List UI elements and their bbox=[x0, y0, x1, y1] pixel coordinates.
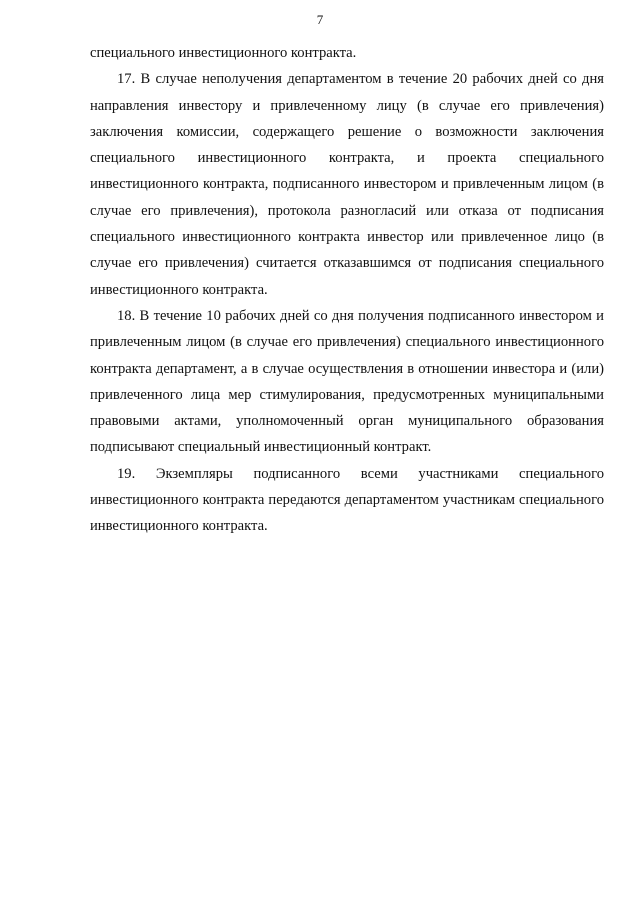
paragraph-19: 19. Экземпляры подписанного всеми участниками специального инвестиционного контракта передаются департаментом участникам специального инвестиционного контракта. bbox=[90, 465, 604, 535]
paragraph-18: 18. В течение 10 рабочих дней со дня получения подписанного инвестором и привлеченным лицом (в случае его привлечения) специального инвестиционного контракта департамент, а в случае осуществления в отношении инвестора и (или) привлеченного лица мер стимулирования, предусмотренных муниципальными правовыми актами, уполномоченный орган муниципального образования подписывают специальный инвестиционный контракт. bbox=[90, 307, 604, 456]
paragraph-continuation: специального инвестиционного контракта. bbox=[90, 45, 357, 61]
document-body bbox=[90, 40, 604, 540]
paragraph-17: 17. В случае неполучения департаментом в течение 20 рабочих дней со дня направления инвестору и привлеченному лицу (в случае его привлечения) заключения комиссии, содержащего решение о возможности заключения специального инвестиционного контракта, и проекта специального инвестиционного контракта, подписанного инвестором и привлеченным лицом (в случае его привлечения), протокола разногласий или отказа от подписания специального инвестиционного контракта инвестор или привлеченное лицо (в случае его привлечения) считается отказавшимся от подписания специального инвестиционного контракта. bbox=[90, 71, 604, 298]
page-number: 7 bbox=[316, 12, 324, 27]
